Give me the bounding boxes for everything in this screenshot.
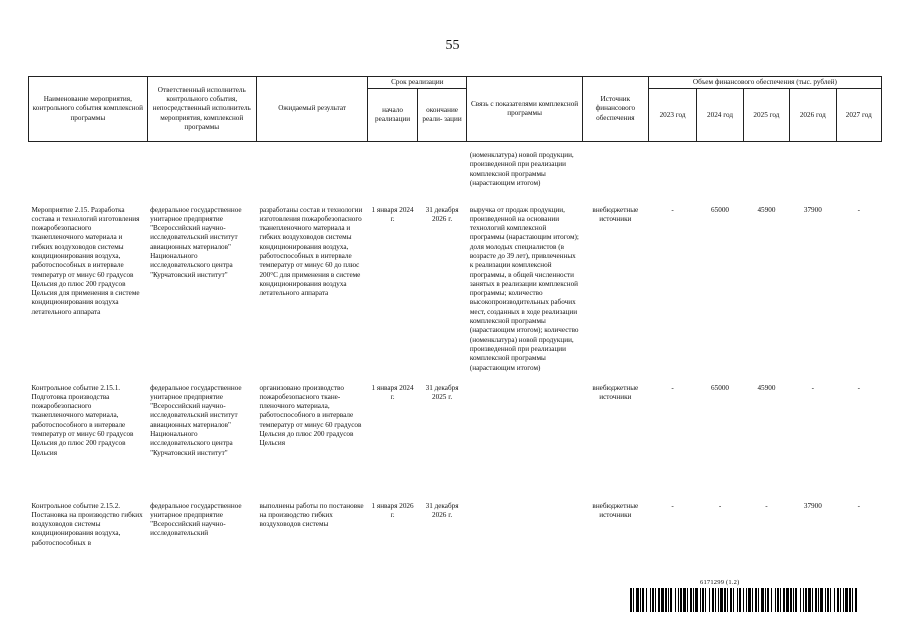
header-responsible: Ответственный исполнитель контрольного события, непосредственный исполнитель мероприятия, комплексной программы: [147, 77, 256, 142]
row-start: 1 января 2024 г.: [371, 383, 414, 401]
header-term-group: Срок реализации: [368, 77, 467, 89]
row-y2027: -: [857, 383, 860, 392]
row-end: 31 декабря 2026 г.: [425, 501, 459, 519]
row-y2026: 37900: [803, 501, 822, 510]
table-row: [29, 502, 882, 550]
table-row: [29, 384, 882, 502]
row-source: внебюджетные источники: [592, 383, 639, 401]
row-start: 1 января 2024 г.: [371, 205, 414, 223]
row-link: выручка от продаж продукции, произведенной на основании технологий комплексной программы (нарастающим итогом); доля молодых специалистов (в возрасте до 39 лет), привлеченных к реализации комплексной программы, в общей численности занятых в реализации комплексной программы; количество высокопроизводительных рабочих мест, созданных в ходе реализации комплексной программы (нарастающим итогом); количество (номенклатура) новой продукции, произведенной при реализации комплексной программы (нарастающим итогом): [469, 205, 579, 372]
barcode-label: 6171299 (1.2): [700, 579, 740, 586]
row-y2026: -: [811, 383, 815, 392]
barcode-image: [630, 588, 858, 612]
header-year-2023: 2023 год: [648, 89, 696, 142]
row-y2027: -: [857, 205, 860, 214]
header-start: начало реализации: [368, 89, 418, 142]
header-year-2026: 2026 год: [790, 89, 836, 142]
row-name: Контрольное событие 2.15.1. Подготовка производства пожаробезопасного тканепленочного материала, работоспособного в интервале температур от минус 60 градусов Цельсия до плюс 200 градусов Цельсия: [31, 383, 134, 457]
row-y2023: -: [671, 205, 674, 214]
row-source: внебюджетные источники: [592, 501, 639, 519]
row-y2024: 65000: [711, 383, 729, 392]
header-year-2025: 2025 год: [743, 89, 789, 142]
row-result: организовано производство пожаробезопасного ткане-пленочного материала, работоспособного в интервале температур от минус 60 градусов Цельсия до плюс 200 градусов Цельсия: [259, 383, 362, 448]
row-y2024: -: [718, 501, 722, 510]
row-y2025: -: [765, 501, 768, 510]
table-header: [29, 77, 882, 142]
continuation-text: (номенклатура) новой продукции, произведенной при реализации комплексной программы (нарастающим итогом): [469, 151, 574, 187]
row-responsible: федеральное государственное унитарное предприятие "Всероссийский научно-исследовательский: [150, 501, 242, 538]
row-y2025: 45900: [757, 205, 776, 214]
header-finance-group: Объем финансового обеспечения (тыс. рублей): [648, 77, 881, 89]
row-y2025: 45900: [757, 383, 776, 392]
program-table: [28, 76, 882, 550]
row-source: внебюджетные источники: [592, 205, 639, 223]
header-end: окончание реали- зации: [417, 89, 467, 142]
row-link: [467, 502, 583, 550]
page-number: 55: [445, 38, 460, 53]
row-name: Мероприятие 2.15. Разработка состава и технологий изготовления пожаробезопасного тканепленочного материала и гибких воздуховодов системы кондиционирования воздуха, работоспособных в интервале температур от минус 60 градусов Цельсия до плюс 200 градусов Цельсия для применения в системе кондиционирования воздуха летательного аппарата: [31, 205, 140, 316]
row-y2023: -: [671, 383, 674, 392]
row-y2026: 37900: [803, 205, 822, 214]
row-start: 1 января 2026 г.: [371, 501, 414, 519]
row-end: 31 декабря 2026 г.: [425, 205, 459, 223]
header-source: Источник финансового обеспечения: [582, 77, 648, 142]
row-y2023: -: [671, 501, 674, 510]
header-year-2027: 2027 год: [836, 89, 881, 142]
continuation-row: [29, 142, 882, 206]
header-name: Наименование мероприятия, контрольного события комплексной программы: [29, 77, 148, 142]
row-link: [467, 384, 583, 502]
row-result: разработаны состав и технологии изготовления пожаробезопасного тканепленочного материала и гибких воздуховодов системы кондиционирования воздуха, работоспособных в интервале температур от минус 60 до плюс 200°С для применения в системе кондиционирования воздуха летательного аппарата: [259, 205, 363, 298]
header-link: Связь с показателями комплексной программы: [467, 77, 583, 142]
row-y2024: 65000: [711, 205, 729, 214]
row-name: Контрольное событие 2.15.2. Постановка на производство гибких воздуховодов системы кондиционирования воздуха, работоспособных в: [31, 501, 143, 547]
row-end: 31 декабря 2025 г.: [425, 383, 459, 401]
table-row: [29, 206, 882, 384]
row-responsible: федеральное государственное унитарное предприятие "Всероссийский научно-исследовательский институт авиационных материалов" Национального исследовательского центра "Курчатовский институт": [150, 383, 242, 457]
row-y2027: -: [857, 501, 860, 510]
header-year-2024: 2024 год: [697, 89, 743, 142]
header-result: Ожидаемый результат: [256, 77, 367, 142]
row-responsible: федеральное государственное унитарное предприятие "Всероссийский научно-исследовательский институт авиационных материалов" Национального исследовательского центра "Курчатовский институт": [150, 205, 242, 279]
row-result: выполнены работы по постановке на производство гибких воздуховодов системы: [259, 501, 364, 529]
